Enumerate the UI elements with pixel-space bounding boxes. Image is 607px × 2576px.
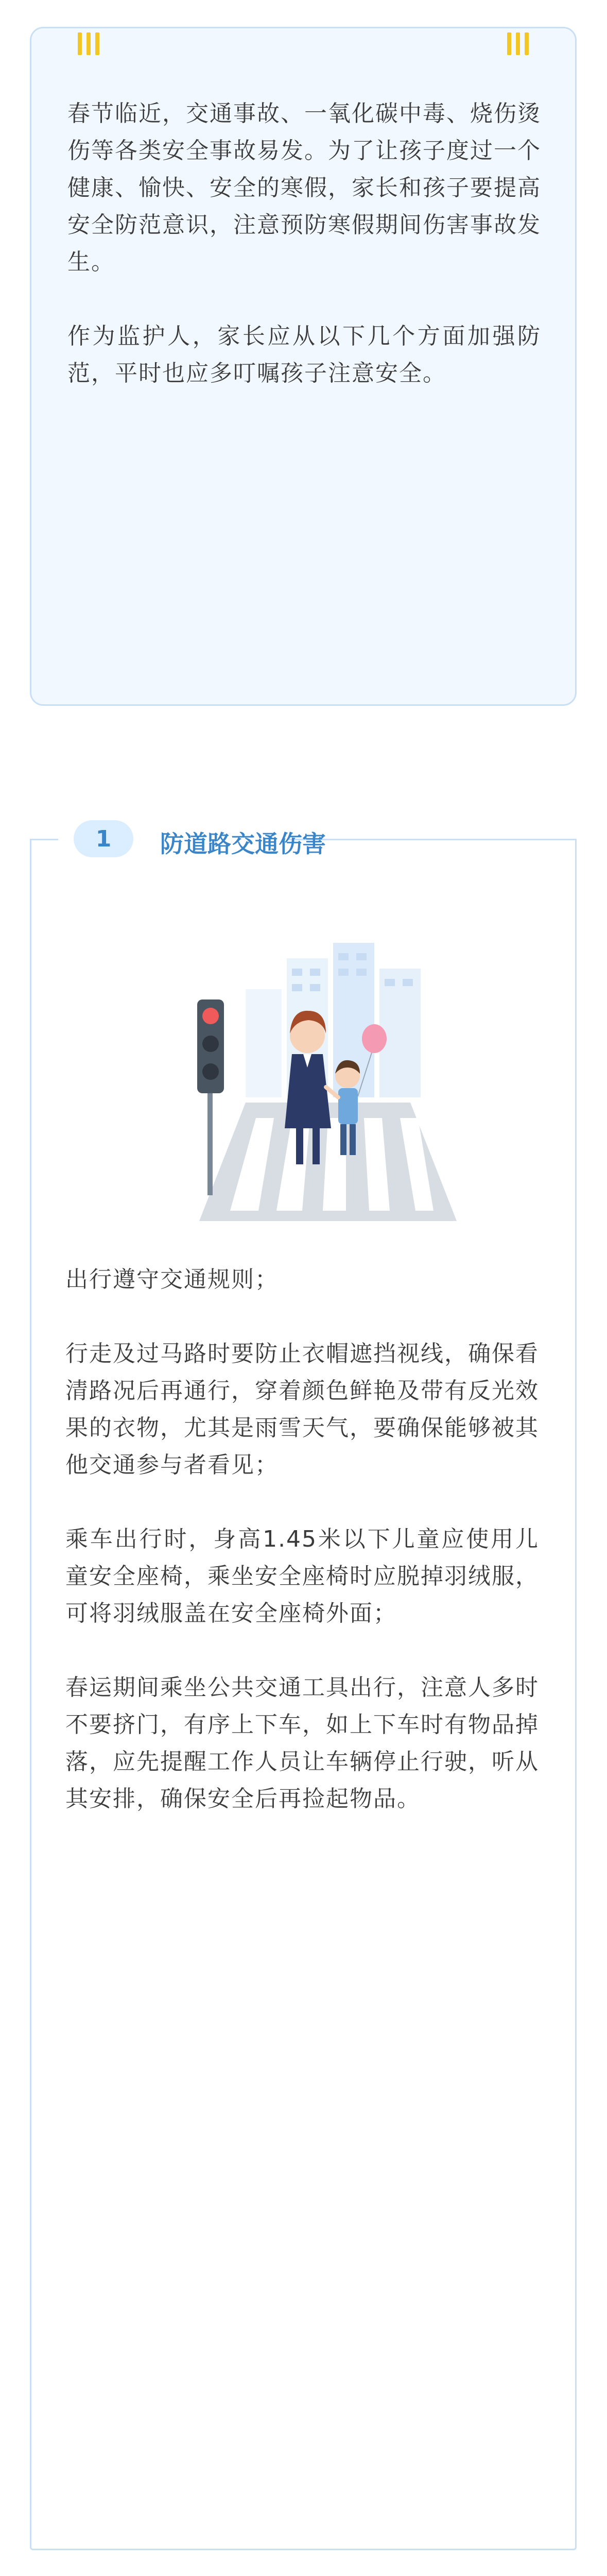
intro-paragraph: 作为监护人，家长应从以下几个方面加强防范，平时也应多叮嘱孩子注意安全。 [67,323,541,386]
section-paragraph: 乘车出行时，身高1.45米以下儿童应使用儿童安全座椅，乘坐安全座椅时应脱掉羽绒服，可将羽绒服盖在安全座椅外面； [65,1526,539,1626]
section-traffic-card [30,825,577,2550]
card-border-top-left [31,839,58,840]
decor-stripes-right [507,32,529,55]
intro-paragraph: 春节临近，交通事故、一氧化碳中毒、烧伤烫伤等各类安全事故易发。为了让孩子度过一个健康、愉快、安全的寒假，家长和孩子要提高安全防范意识，注意预防寒假期间伤害事故发生。 [67,100,541,275]
section-title: 防道路交通伤害 [160,830,326,858]
section-text [65,1261,539,1855]
crosswalk-illustration [168,933,477,1221]
decor-stripes-left [78,32,99,55]
intro-text [67,95,541,429]
section-paragraph: 春运期间乘坐公共交通工具出行，注意人多时不要挤门，有序上下车，如上下车时有物品掉落，应先提醒工作人员让车辆停止行驶，听从其安排，确保安全后再捡起物品。 [65,1674,539,1812]
intro-card [30,27,577,706]
card-border-top-right [289,839,575,840]
section-number-badge: 1 [74,820,133,857]
section-paragraph: 出行遵守交通规则； [65,1266,279,1293]
section-paragraph: 行走及过马路时要防止衣帽遮挡视线，确保看清路况后再通行，穿着颜色鲜艳及带有反光效果的衣物，尤其是雨雪天气，要确保能够被其他交通参与者看见； [65,1341,539,1478]
